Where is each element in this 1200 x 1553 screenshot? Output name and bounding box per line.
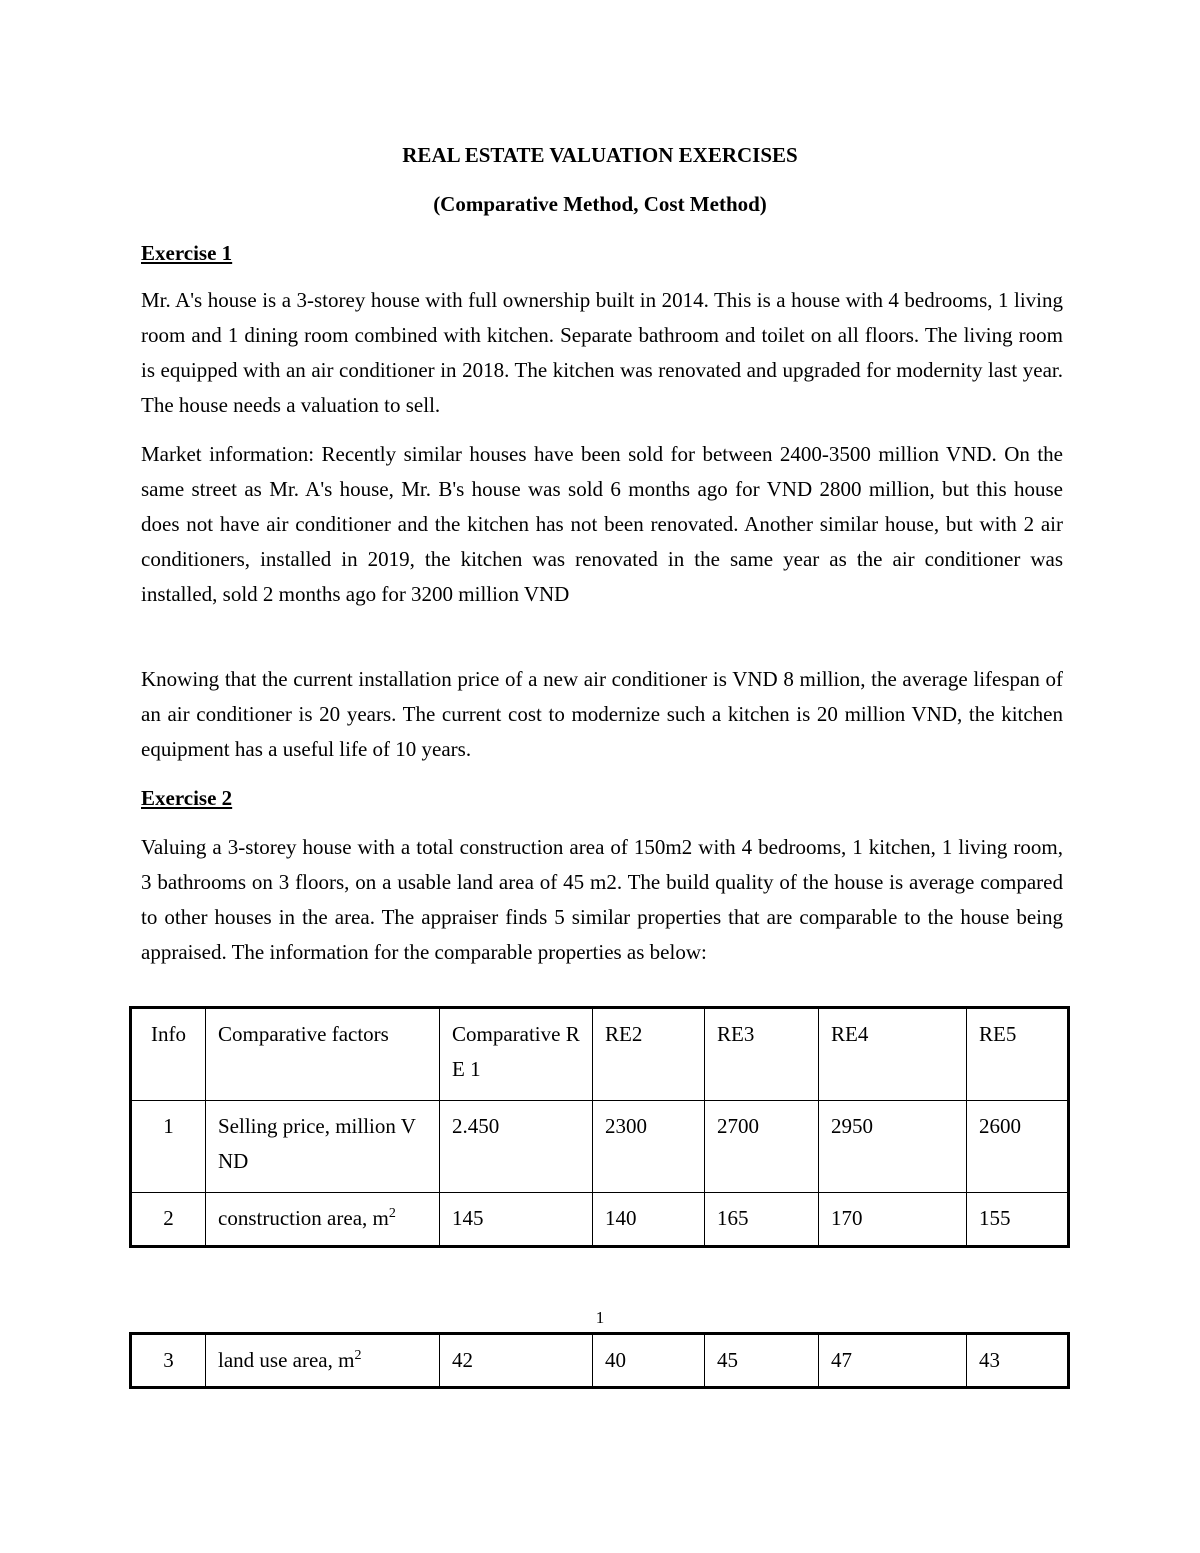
header-re2: RE2 [593, 1008, 705, 1101]
row-info: 3 [131, 1334, 206, 1388]
row-re2: 140 [593, 1193, 705, 1247]
comparables-table-continued [129, 1332, 1070, 1389]
row-re5: 2600 [967, 1101, 1069, 1193]
page-number: 1 [595, 1308, 605, 1327]
header-info: Info [131, 1008, 206, 1101]
row-re1: 145 [440, 1193, 593, 1247]
row-re5: 155 [967, 1193, 1069, 1247]
row-re4: 170 [819, 1193, 967, 1247]
header-re4: RE4 [819, 1008, 967, 1101]
exercise-1-paragraph-3: Knowing that the current installation price of a new air conditioner is VND 8 million, the average lifespan of an air conditioner is 20 years. The current cost to modernize such a kitchen is 20 million VND, the kitchen equipment has a useful life of 10 years. [141, 667, 1063, 761]
row-re4: 47 [819, 1334, 967, 1388]
row-re5: 43 [967, 1334, 1069, 1388]
row-info: 1 [131, 1101, 206, 1193]
row-re2: 2300 [593, 1101, 705, 1193]
header-re5: RE5 [967, 1008, 1069, 1101]
exercise-2-heading: Exercise 2 [141, 786, 233, 810]
header-re1: Comparative RE 1 [440, 1008, 593, 1101]
row-re2: 40 [593, 1334, 705, 1388]
row-re1: 42 [440, 1334, 593, 1388]
exercise-2-paragraph-1: Valuing a 3-storey house with a total construction area of 150m2 with 4 bedrooms, 1 kitchen, 1 living room, 3 bathrooms on 3 floors, on a usable land area of 45 m2. The build quality of the house is average compared to other houses in the area. The appraiser finds 5 similar properties that are comparable to the house being appraised. The information for the comparable properties as below: [141, 835, 1063, 964]
row-factor [206, 1334, 440, 1388]
row-factor: Selling price, million VND [206, 1101, 440, 1193]
table-row [131, 1101, 1069, 1193]
header-re3: RE3 [705, 1008, 819, 1101]
unit-superscript: 2 [354, 1348, 362, 1363]
exercise-1-paragraph-2: Market information: Recently similar houses have been sold for between 2400-3500 million VND. On the same street as Mr. A's house, Mr. B's house was sold 6 months ago for VND 2800 million, but this house does not have air conditioner and the kitchen has not been renovated. Another similar house, but with 2 air conditioners, installed in 2019, the kitchen was renovated in the same year as the air conditioner was installed, sold 2 months ago for 3200 million VND [141, 442, 1063, 606]
row-re1: 2.450 [440, 1101, 593, 1193]
row-factor [206, 1193, 440, 1247]
document-title: REAL ESTATE VALUATION EXERCISES [402, 143, 798, 167]
row-re3: 165 [705, 1193, 819, 1247]
exercise-1-heading: Exercise 1 [141, 241, 233, 265]
unit-superscript: 2 [388, 1206, 396, 1221]
row-re3: 2700 [705, 1101, 819, 1193]
document-subtitle: (Comparative Method, Cost Method) [433, 192, 767, 216]
row-re3: 45 [705, 1334, 819, 1388]
row-factor-text: construction area, m [218, 1206, 389, 1230]
table-row [131, 1193, 1069, 1247]
table-row [131, 1334, 1069, 1388]
row-re4: 2950 [819, 1101, 967, 1193]
header-comparative-factors: Comparative factors [206, 1008, 440, 1101]
table-header-row [131, 1008, 1069, 1101]
exercise-1-paragraph-1: Mr. A's house is a 3-storey house with full ownership built in 2014. This is a house with 4 bedrooms, 1 living room and 1 dining room combined with kitchen. Separate bathroom and toilet on all floors. The living room is equipped with an air conditioner in 2018. The kitchen was renovated and upgraded for modernity last year. The house needs a valuation to sell. [141, 288, 1063, 417]
row-info: 2 [131, 1193, 206, 1247]
comparables-table [129, 1006, 1070, 1248]
row-factor-text: land use area, m [218, 1348, 355, 1372]
